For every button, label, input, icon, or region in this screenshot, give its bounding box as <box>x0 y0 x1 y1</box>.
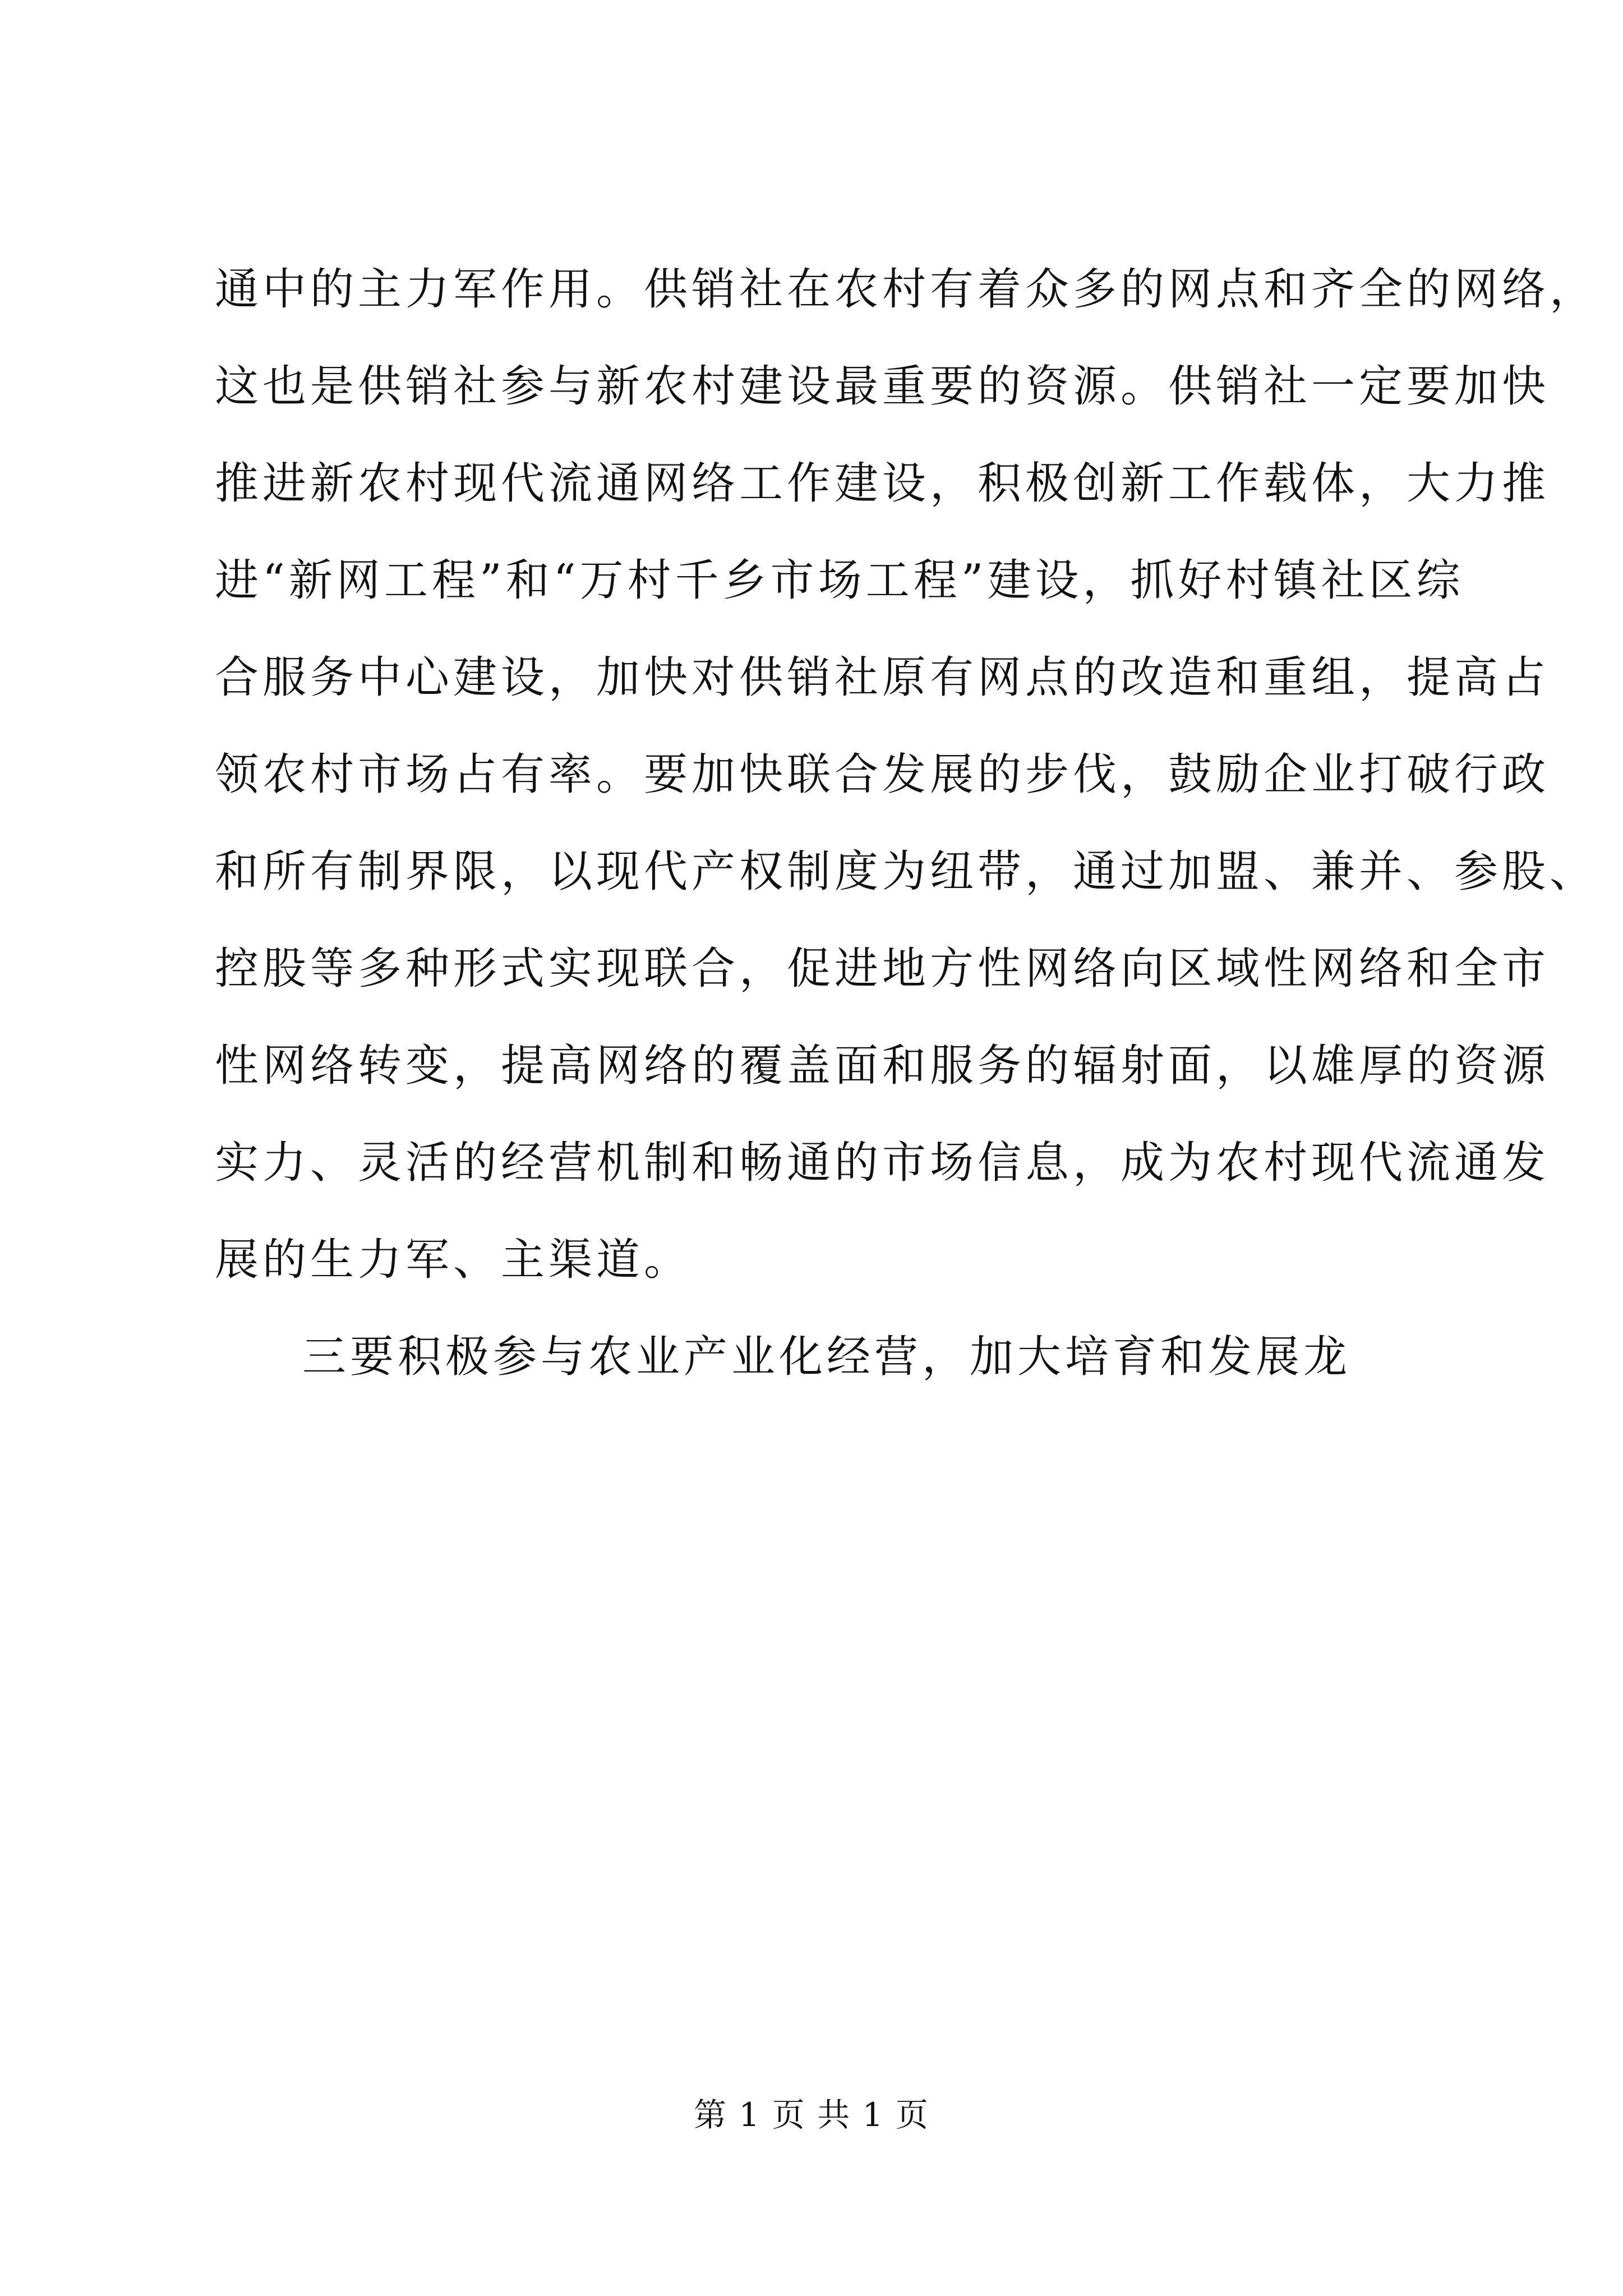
paragraph-line-3: 推进新农村现代流通网络工作建设，积极创新工作载体，大力推 <box>215 458 1550 509</box>
page-number: 第 1 页 共 1 页 <box>694 2096 929 2134</box>
paragraph-line-8: 控股等多种形式实现联合，促进地方性网络向区域性网络和全市 <box>215 944 1550 994</box>
body-text <box>215 241 1598 1406</box>
paragraph-line-2: 这也是供销社参与新农村建设最重要的资源。供销社一定要加快 <box>215 361 1550 412</box>
page-footer <box>0 2092 1623 2137</box>
paragraph-line-11: 展的生力军、主渠道。 <box>215 1235 692 1285</box>
paragraph-line-4: 进“新网工程”和“万村千乡市场工程”建设，抓好村镇社区综 <box>215 555 1464 606</box>
paragraph-line-7: 和所有制界限，以现代产权制度为纽带，通过加盟、兼并、参股、 <box>215 846 1598 897</box>
paragraph-line-5: 合服务中心建设，加快对供销社原有网点的改造和重组，提高占 <box>215 652 1550 703</box>
new-paragraph-line: 三要积极参与农业产业化经营，加大培育和发展龙 <box>302 1332 1352 1382</box>
paragraph-line-1: 通中的主力军作用。供销社在农村有着众多的网点和齐全的网络， <box>215 264 1598 315</box>
paragraph-line-6: 领农村市场占有率。要加快联合发展的步伐，鼓励企业打破行政 <box>215 749 1550 800</box>
paragraph-line-10: 实力、灵活的经营机制和畅通的市场信息，成为农村现代流通发 <box>215 1138 1550 1188</box>
paragraph-line-9: 性网络转变，提高网络的覆盖面和服务的辐射面，以雄厚的资源 <box>215 1041 1550 1091</box>
